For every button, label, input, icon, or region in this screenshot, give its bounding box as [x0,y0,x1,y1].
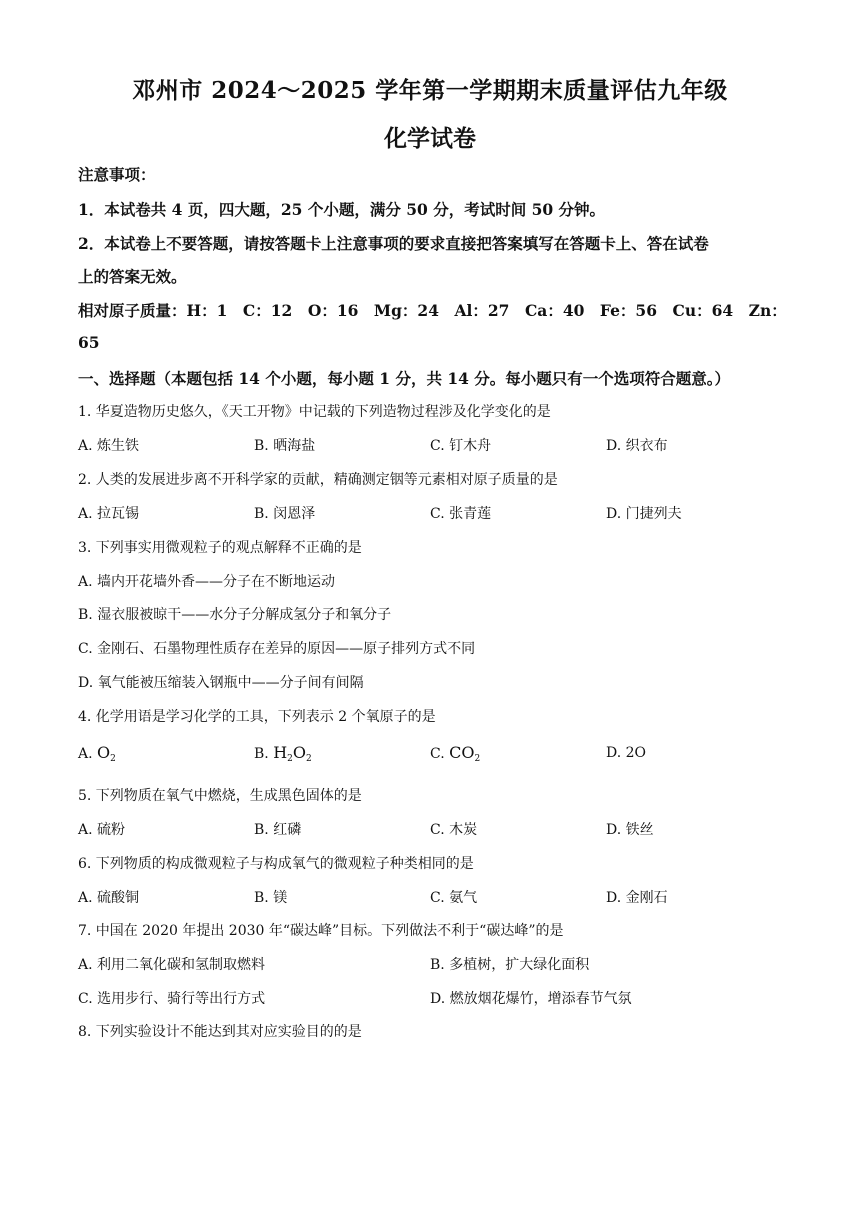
option-label: A. [78,746,93,762]
option-label: B. [254,746,269,762]
question-4-option-c [430,743,480,764]
notice-item-1: 1．本试卷共 4 页，四大题，25 个小题，满分 50 分，考试时间 50 分钟。 [78,200,606,219]
question-7-option-a: A. 利用二氧化碳和氢制取燃料 [78,957,266,973]
exam-title: 邓州市 2024～2025 学年第一学期期末质量评估九年级 [132,77,728,104]
notice-heading: 注意事项： [78,165,156,184]
formula-main: O [97,743,111,762]
question-7-option-c: C. 选用步行、骑行等出行方式 [78,991,266,1007]
question-1-option-d: D. 织衣布 [606,438,668,454]
question-1-option-a: A. 炼生铁 [78,438,140,454]
question-5-option-a: A. 硫粉 [78,822,126,838]
section-1-heading: 一、选择题（本题包括 14 个小题，每小题 1 分，共 14 分。每小题只有一个选项符合题意。） [78,369,731,388]
notice-item-2-line-1: 2．本试卷上不要答题，请按答题卡上注意事项的要求直接把答案填写在答题卡上、答在试卷 [78,234,709,253]
question-5-option-b: B. 红磷 [254,822,302,838]
question-1-option-c: C. 钉木舟 [430,438,492,454]
question-3-option-a: A. 墙内开花墙外香——分子在不断地运动 [78,574,336,590]
question-7-option-b: B. 多植树，扩大绿化面积 [430,957,590,973]
formula-h2o2 [273,743,312,762]
atomic-mass-line-1: 相对原子质量：H：1 C：12 O：16 Mg：24 Al：27 Ca：40 Fe：56 Cu：64 Zn： [78,301,787,320]
question-5-stem: 5. 下列物质在氧气中燃烧，生成黑色固体的是 [78,788,362,804]
question-3-option-c: C. 金刚石、石墨物理性质存在差异的原因——原子排列方式不同 [78,641,476,657]
question-2-option-c: C. 张青莲 [430,506,492,522]
question-4-option-a [78,743,116,764]
notice-item-2-line-2: 上的答案无效。 [78,267,187,286]
formula-main: H [273,743,288,762]
question-6-option-b: B. 镁 [254,890,288,906]
question-2-option-a: A. 拉瓦锡 [78,506,140,522]
formula-subscript: 2 [474,754,481,764]
question-5-option-d: D. 铁丝 [606,822,654,838]
question-6-option-a: A. 硫酸铜 [78,890,140,906]
formula-main: CO [449,743,475,762]
question-6-option-c: C. 氨气 [430,890,478,906]
formula-main: O [292,743,307,762]
exam-subtitle: 化学试卷 [384,125,476,152]
formula-subscript: 2 [287,754,293,764]
question-7-option-d: D. 燃放烟花爆竹，增添春节气氛 [430,991,632,1007]
question-2-stem: 2. 人类的发展进步离不开科学家的贡献，精确测定铟等元素相对原子质量的是 [78,472,558,488]
formula-subscript: 2 [110,754,116,764]
formula-subscript: 2 [306,754,312,764]
question-8-stem: 8. 下列实验设计不能达到其对应实验目的的是 [78,1024,362,1040]
question-6-option-d: D. 金刚石 [606,890,668,906]
question-7-stem: 7. 中国在 2020 年提出 2030 年“碳达峰”目标。下列做法不利于“碳达峰”的是 [78,923,564,939]
question-3-option-d: D. 氧气能被压缩装入钢瓶中——分子间有间隔 [78,675,364,691]
question-2-option-b: B. 闵恩泽 [254,506,316,522]
option-label: C. [430,746,445,762]
question-4-stem: 4. 化学用语是学习化学的工具，下列表示 2 个氧原子的是 [78,709,436,725]
atomic-mass-line-2: 65 [78,333,100,352]
question-1-option-b: B. 晒海盐 [254,438,316,454]
question-4-option-b [254,743,312,764]
question-3-stem: 3. 下列事实用微观粒子的观点解释不正确的是 [78,540,362,556]
question-6-stem: 6. 下列物质的构成微观粒子与构成氧气的微观粒子种类相同的是 [78,856,474,872]
question-4-option-d: D. 2O [606,745,647,761]
formula-co2 [449,743,480,762]
question-2-option-d: D. 门捷列夫 [606,506,682,522]
formula-o2 [97,743,116,762]
question-1-stem: 1. 华夏造物历史悠久，《天工开物》中记载的下列造物过程涉及化学变化的是 [78,404,551,420]
question-5-option-c: C. 木炭 [430,822,478,838]
question-3-option-b: B. 湿衣服被晾干——水分子分解成氢分子和氧分子 [78,607,392,623]
